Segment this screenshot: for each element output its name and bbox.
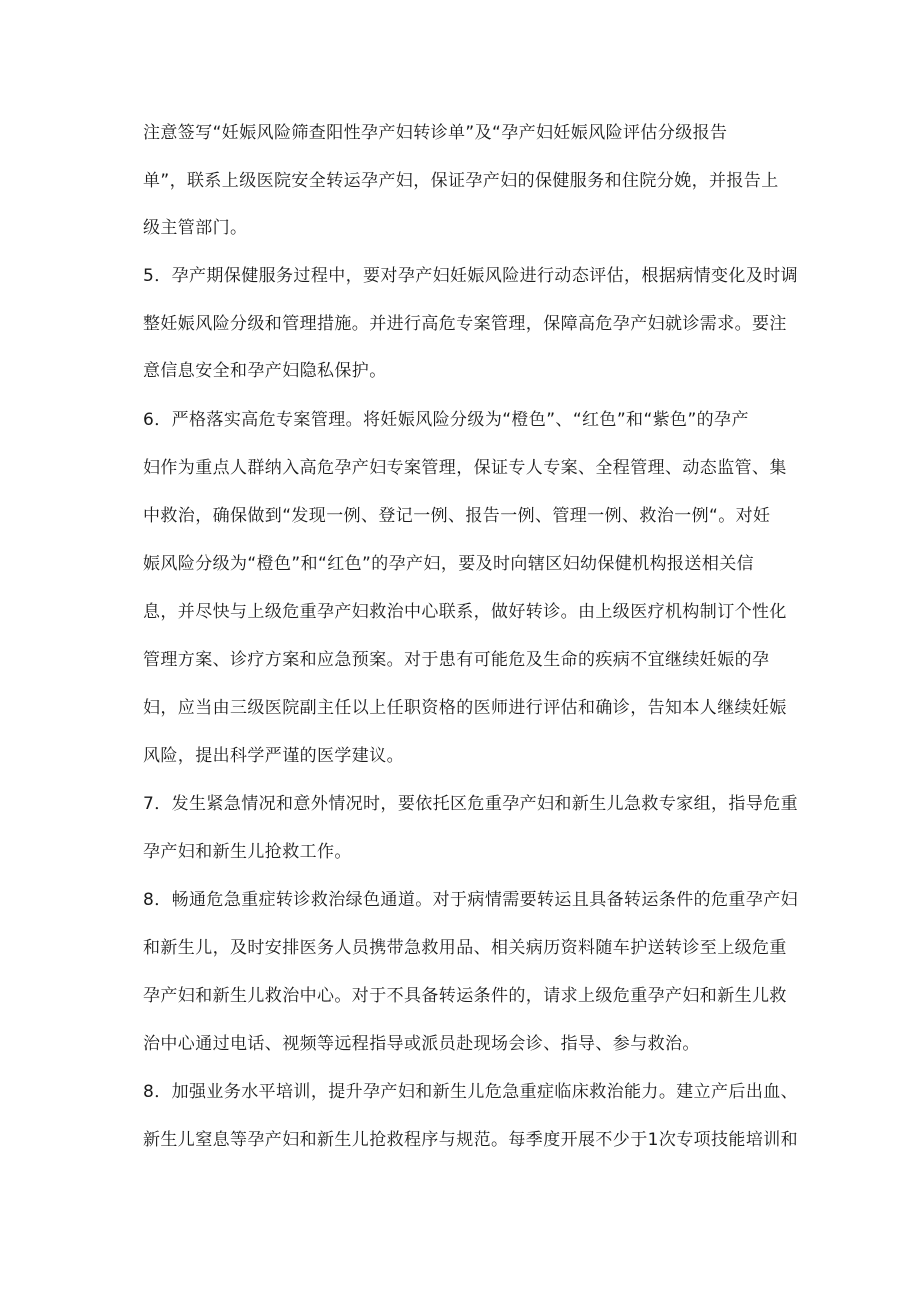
text-line: 妇作为重点人群纳入高危孕产妇专案管理，保证专人专案、全程管理、动态监管、集 [143, 458, 787, 478]
text-line: 级主管部门。 [143, 218, 248, 238]
text-line: 妇，应当由三级医院副主任以上任职资格的医师进行评估和确诊，告知本人继续妊娠 [143, 698, 787, 718]
text-line: 6．严格落实高危专案管理。将妊娠风险分级为“橙色”、“红色”和“紫色”的孕产 [143, 410, 749, 430]
text-line: 整妊娠风险分级和管理措施。并进行高危专案管理，保障高危孕产妇就诊需求。要注 [143, 314, 787, 334]
text-line: 注意签写“妊娠风险筛查阳性孕产妇转诊单”及“孕产妇妊娠风险评估分级报告 [143, 123, 728, 143]
text-line: 娠风险分级为“橙色”和“红色”的孕产妇，要及时向辖区妇幼保健机构报送相关信 [143, 554, 755, 574]
text-line: 中救治，确保做到“发现一例、登记一例、报告一例、管理一例、救治一例“。对妊 [143, 506, 771, 526]
text-line: 孕产妇和新生儿救治中心。对于不具备转运条件的，请求上级危重孕产妇和新生儿救 [143, 986, 787, 1006]
text-line: 意信息安全和孕产妇隐私保护。 [143, 361, 387, 381]
text-line: 8．加强业务水平培训，提升孕产妇和新生儿危急重症临床救治能力。建立产后出血、 [143, 1082, 799, 1102]
text-line: 治中心通过电话、视频等远程指导或派员赴现场会诊、指导、参与救治。 [143, 1034, 700, 1054]
text-line: 风险，提出科学严谨的医学建议。 [143, 746, 404, 766]
text-line: 单”，联系上级医院安全转运孕产妇，保证孕产妇的保健服务和住院分娩，并报告上 [143, 171, 779, 191]
text-line: 8．畅通危急重症转诊救治绿色通道。对于病情需要转运且具备转运条件的危重孕产妇 [143, 890, 799, 910]
text-line: 和新生儿，及时安排医务人员携带急救用品、相关病历资料随车护送转诊至上级危重 [143, 938, 787, 958]
text-line: 5．孕产期保健服务过程中，要对孕产妇妊娠风险进行动态评估，根据病情变化及时调 [143, 266, 799, 286]
text-line: 7．发生紧急情况和意外情况时，要依托区危重孕产妇和新生儿急救专家组，指导危重 [143, 794, 799, 814]
text-line: 孕产妇和新生儿抢救工作。 [143, 842, 352, 862]
text-line: 新生儿窒息等孕产妇和新生儿抢救程序与规范。每季度开展不少于1次专项技能培训和 [143, 1130, 799, 1150]
text-line: 管理方案、诊疗方案和应急预案。对于患有可能危及生命的疾病不宜继续妊娠的孕 [143, 650, 770, 670]
text-line: 息，并尽快与上级危重孕产妇救治中心联系，做好转诊。由上级医疗机构制订个性化 [143, 602, 787, 622]
